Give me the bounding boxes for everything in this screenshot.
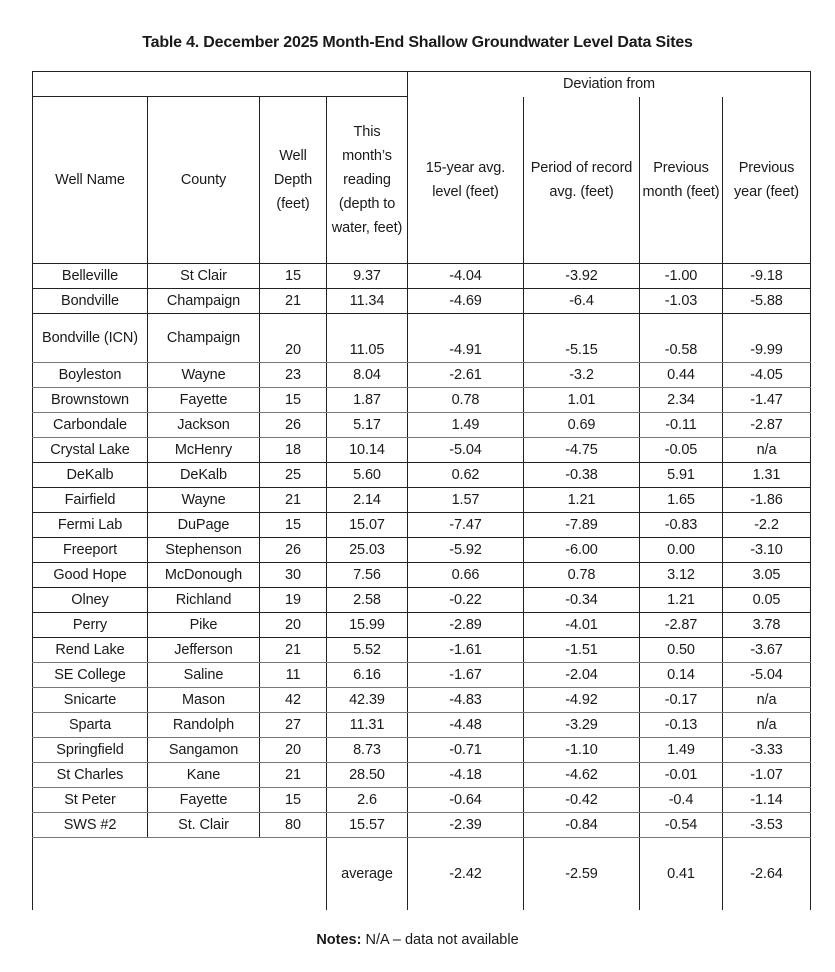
cell-dev-previous-month: -0.83: [640, 513, 723, 538]
cell-dev-15yr: -0.71: [408, 738, 524, 763]
average-previous-year: -2.64: [723, 838, 811, 911]
table-row: [33, 463, 811, 488]
cell-dev-period-of-record: -5.15: [524, 314, 640, 363]
cell-reading: 2.6: [327, 788, 408, 813]
cell-well-name: Fairfield: [33, 488, 148, 513]
cell-reading: 5.17: [327, 413, 408, 438]
cell-reading: 15.07: [327, 513, 408, 538]
cell-reading: 11.05: [327, 314, 408, 363]
cell-dev-previous-year: -3.67: [723, 638, 811, 663]
cell-county: Sangamon: [148, 738, 260, 763]
cell-dev-15yr: -2.39: [408, 813, 524, 838]
table-row: [33, 638, 811, 663]
cell-dev-previous-month: -0.13: [640, 713, 723, 738]
cell-dev-15yr: -4.04: [408, 264, 524, 289]
cell-dev-previous-year: -1.47: [723, 388, 811, 413]
cell-reading: 11.34: [327, 289, 408, 314]
cell-county: DuPage: [148, 513, 260, 538]
cell-well-depth: 21: [260, 638, 327, 663]
cell-well-depth: 21: [260, 289, 327, 314]
cell-reading: 25.03: [327, 538, 408, 563]
cell-dev-15yr: 0.66: [408, 563, 524, 588]
cell-reading: 8.73: [327, 738, 408, 763]
cell-well-depth: 80: [260, 813, 327, 838]
cell-dev-previous-month: -0.54: [640, 813, 723, 838]
cell-dev-period-of-record: -7.89: [524, 513, 640, 538]
cell-county: Mason: [148, 688, 260, 713]
cell-dev-period-of-record: -0.34: [524, 588, 640, 613]
cell-dev-previous-year: 3.05: [723, 563, 811, 588]
cell-well-name: Sparta: [33, 713, 148, 738]
deviation-group-header: Deviation from: [408, 72, 811, 97]
cell-dev-15yr: -2.61: [408, 363, 524, 388]
cell-dev-period-of-record: 0.78: [524, 563, 640, 588]
cell-dev-previous-month: -0.01: [640, 763, 723, 788]
cell-dev-15yr: 1.49: [408, 413, 524, 438]
cell-dev-period-of-record: -3.92: [524, 264, 640, 289]
cell-well-name: Bondville (ICN): [33, 314, 148, 363]
cell-well-name: Freeport: [33, 538, 148, 563]
cell-well-name: Bondville: [33, 289, 148, 314]
notes-text: N/A – data not available: [365, 932, 519, 948]
cell-dev-15yr: -4.91: [408, 314, 524, 363]
table-row: [33, 388, 811, 413]
cell-dev-previous-month: 1.21: [640, 588, 723, 613]
cell-dev-period-of-record: -1.10: [524, 738, 640, 763]
cell-dev-period-of-record: -3.29: [524, 713, 640, 738]
cell-dev-period-of-record: -4.01: [524, 613, 640, 638]
cell-well-name: Springfield: [33, 738, 148, 763]
cell-county: McHenry: [148, 438, 260, 463]
cell-reading: 10.14: [327, 438, 408, 463]
cell-dev-15yr: -1.61: [408, 638, 524, 663]
cell-dev-15yr: 1.57: [408, 488, 524, 513]
cell-well-name: St Peter: [33, 788, 148, 813]
cell-well-depth: 26: [260, 413, 327, 438]
cell-well-depth: 21: [260, 488, 327, 513]
cell-well-depth: 30: [260, 563, 327, 588]
cell-county: Champaign: [148, 289, 260, 314]
col-header-well-depth: Well Depth (feet): [260, 97, 327, 264]
table-row: [33, 563, 811, 588]
cell-dev-15yr: -7.47: [408, 513, 524, 538]
average-row: [33, 838, 811, 911]
cell-reading: 42.39: [327, 688, 408, 713]
cell-dev-previous-month: 5.91: [640, 463, 723, 488]
cell-dev-period-of-record: -0.42: [524, 788, 640, 813]
cell-dev-previous-year: -1.14: [723, 788, 811, 813]
cell-county: Pike: [148, 613, 260, 638]
cell-dev-period-of-record: -0.38: [524, 463, 640, 488]
cell-well-depth: 20: [260, 613, 327, 638]
cell-well-depth: 42: [260, 688, 327, 713]
cell-well-name: Brownstown: [33, 388, 148, 413]
average-label: average: [327, 838, 408, 911]
cell-well-depth: 11: [260, 663, 327, 688]
cell-dev-period-of-record: -4.92: [524, 688, 640, 713]
table-row: [33, 363, 811, 388]
table-row: [33, 763, 811, 788]
cell-dev-previous-month: -0.05: [640, 438, 723, 463]
table-row: [33, 314, 811, 363]
cell-well-depth: 21: [260, 763, 327, 788]
cell-well-name: Boyleston: [33, 363, 148, 388]
table-row: [33, 488, 811, 513]
cell-reading: 6.16: [327, 663, 408, 688]
cell-county: St. Clair: [148, 813, 260, 838]
cell-dev-15yr: 0.78: [408, 388, 524, 413]
cell-dev-15yr: -1.67: [408, 663, 524, 688]
cell-reading: 5.52: [327, 638, 408, 663]
cell-dev-15yr: -5.04: [408, 438, 524, 463]
cell-county: Kane: [148, 763, 260, 788]
cell-reading: 2.58: [327, 588, 408, 613]
cell-dev-period-of-record: -4.62: [524, 763, 640, 788]
average-15yr: -2.42: [408, 838, 524, 911]
cell-county: Jackson: [148, 413, 260, 438]
cell-well-name: St Charles: [33, 763, 148, 788]
notes-label: Notes:: [316, 932, 362, 948]
col-header-period-of-record: Period of record avg. (feet): [524, 97, 640, 264]
cell-well-name: SWS #2: [33, 813, 148, 838]
cell-dev-previous-month: -0.17: [640, 688, 723, 713]
groundwater-data-table: [32, 71, 811, 910]
cell-well-depth: 23: [260, 363, 327, 388]
cell-dev-15yr: -0.22: [408, 588, 524, 613]
table-row: [33, 788, 811, 813]
cell-dev-previous-year: -2.2: [723, 513, 811, 538]
cell-dev-previous-month: -2.87: [640, 613, 723, 638]
cell-county: Champaign: [148, 314, 260, 363]
cell-county: Saline: [148, 663, 260, 688]
cell-well-depth: 15: [260, 264, 327, 289]
table-row: [33, 688, 811, 713]
cell-reading: 5.60: [327, 463, 408, 488]
cell-well-depth: 20: [260, 738, 327, 763]
cell-county: Wayne: [148, 488, 260, 513]
cell-dev-previous-year: -2.87: [723, 413, 811, 438]
table-row: [33, 613, 811, 638]
table-row: [33, 588, 811, 613]
cell-well-name: Perry: [33, 613, 148, 638]
cell-well-name: Rend Lake: [33, 638, 148, 663]
table-row: [33, 289, 811, 314]
cell-county: Randolph: [148, 713, 260, 738]
cell-reading: 2.14: [327, 488, 408, 513]
cell-dev-period-of-record: -0.84: [524, 813, 640, 838]
cell-well-depth: 15: [260, 513, 327, 538]
cell-well-name: DeKalb: [33, 463, 148, 488]
cell-dev-previous-year: -5.04: [723, 663, 811, 688]
average-blank-cell: [33, 838, 148, 911]
col-header-reading: This month’s reading (depth to water, feet): [327, 97, 408, 264]
cell-dev-previous-month: 3.12: [640, 563, 723, 588]
cell-dev-previous-year: 0.05: [723, 588, 811, 613]
table-row: [33, 438, 811, 463]
header-blank-cell: [33, 72, 408, 97]
cell-well-depth: 26: [260, 538, 327, 563]
average-blank-cell: [148, 838, 260, 911]
cell-dev-period-of-record: -4.75: [524, 438, 640, 463]
cell-dev-previous-month: -0.11: [640, 413, 723, 438]
cell-dev-previous-month: 0.50: [640, 638, 723, 663]
cell-dev-15yr: -4.48: [408, 713, 524, 738]
table-row: [33, 413, 811, 438]
cell-well-name: Fermi Lab: [33, 513, 148, 538]
average-period-of-record: -2.59: [524, 838, 640, 911]
cell-reading: 15.57: [327, 813, 408, 838]
cell-well-depth: 25: [260, 463, 327, 488]
cell-dev-previous-year: n/a: [723, 713, 811, 738]
cell-dev-previous-year: -3.10: [723, 538, 811, 563]
cell-dev-previous-year: 3.78: [723, 613, 811, 638]
cell-dev-previous-year: -3.53: [723, 813, 811, 838]
cell-well-depth: 27: [260, 713, 327, 738]
cell-well-name: Belleville: [33, 264, 148, 289]
cell-dev-15yr: -4.83: [408, 688, 524, 713]
cell-county: DeKalb: [148, 463, 260, 488]
cell-reading: 9.37: [327, 264, 408, 289]
cell-dev-previous-month: 1.49: [640, 738, 723, 763]
cell-dev-period-of-record: -6.4: [524, 289, 640, 314]
col-header-15yr-avg: 15-year avg. level (feet): [408, 97, 524, 264]
col-header-previous-year: Previous year (feet): [723, 97, 811, 264]
cell-dev-15yr: 0.62: [408, 463, 524, 488]
cell-reading: 7.56: [327, 563, 408, 588]
cell-well-depth: 15: [260, 388, 327, 413]
cell-dev-previous-year: 1.31: [723, 463, 811, 488]
cell-county: Fayette: [148, 388, 260, 413]
cell-dev-period-of-record: -6.00: [524, 538, 640, 563]
cell-dev-previous-year: -9.99: [723, 314, 811, 363]
cell-well-depth: 20: [260, 314, 327, 363]
cell-well-name: Snicarte: [33, 688, 148, 713]
cell-well-name: Carbondale: [33, 413, 148, 438]
cell-county: Richland: [148, 588, 260, 613]
cell-dev-period-of-record: -3.2: [524, 363, 640, 388]
cell-dev-previous-month: 0.00: [640, 538, 723, 563]
cell-county: Jefferson: [148, 638, 260, 663]
cell-dev-previous-month: 0.14: [640, 663, 723, 688]
cell-dev-previous-month: -0.4: [640, 788, 723, 813]
table-row: [33, 663, 811, 688]
cell-county: Wayne: [148, 363, 260, 388]
cell-dev-15yr: -2.89: [408, 613, 524, 638]
cell-well-depth: 19: [260, 588, 327, 613]
cell-reading: 8.04: [327, 363, 408, 388]
cell-dev-period-of-record: 1.01: [524, 388, 640, 413]
cell-dev-previous-year: -9.18: [723, 264, 811, 289]
cell-dev-period-of-record: -2.04: [524, 663, 640, 688]
table-row: [33, 713, 811, 738]
cell-well-name: Olney: [33, 588, 148, 613]
cell-dev-15yr: -4.18: [408, 763, 524, 788]
cell-dev-previous-month: -1.00: [640, 264, 723, 289]
cell-reading: 11.31: [327, 713, 408, 738]
table-row: [33, 513, 811, 538]
cell-dev-previous-year: -4.05: [723, 363, 811, 388]
cell-well-depth: 15: [260, 788, 327, 813]
cell-dev-previous-month: 2.34: [640, 388, 723, 413]
table-notes: [0, 932, 835, 948]
cell-dev-15yr: -4.69: [408, 289, 524, 314]
cell-reading: 15.99: [327, 613, 408, 638]
table-title: Table 4. December 2025 Month-End Shallow Groundwater Level Data Sites: [142, 34, 693, 51]
cell-county: Fayette: [148, 788, 260, 813]
average-previous-month: 0.41: [640, 838, 723, 911]
cell-dev-15yr: -0.64: [408, 788, 524, 813]
cell-reading: 1.87: [327, 388, 408, 413]
average-blank-cell: [260, 838, 327, 911]
table-row: [33, 813, 811, 838]
cell-dev-previous-year: n/a: [723, 688, 811, 713]
cell-dev-period-of-record: 1.21: [524, 488, 640, 513]
cell-county: St Clair: [148, 264, 260, 289]
cell-dev-previous-year: -3.33: [723, 738, 811, 763]
cell-dev-previous-month: 0.44: [640, 363, 723, 388]
cell-well-depth: 18: [260, 438, 327, 463]
cell-reading: 28.50: [327, 763, 408, 788]
cell-dev-period-of-record: -1.51: [524, 638, 640, 663]
col-header-well-name: Well Name: [33, 97, 148, 264]
cell-dev-15yr: -5.92: [408, 538, 524, 563]
col-header-county: County: [148, 97, 260, 264]
cell-dev-previous-month: -0.58: [640, 314, 723, 363]
table-row: [33, 738, 811, 763]
table-row: [33, 264, 811, 289]
cell-dev-period-of-record: 0.69: [524, 413, 640, 438]
cell-dev-previous-year: -1.86: [723, 488, 811, 513]
cell-dev-previous-month: 1.65: [640, 488, 723, 513]
cell-well-name: Good Hope: [33, 563, 148, 588]
col-header-previous-month: Previous month (feet): [640, 97, 723, 264]
cell-county: Stephenson: [148, 538, 260, 563]
cell-well-name: SE College: [33, 663, 148, 688]
table-row: [33, 538, 811, 563]
cell-dev-previous-year: -1.07: [723, 763, 811, 788]
cell-well-name: Crystal Lake: [33, 438, 148, 463]
cell-dev-previous-month: -1.03: [640, 289, 723, 314]
cell-dev-previous-year: -5.88: [723, 289, 811, 314]
cell-dev-previous-year: n/a: [723, 438, 811, 463]
cell-county: McDonough: [148, 563, 260, 588]
